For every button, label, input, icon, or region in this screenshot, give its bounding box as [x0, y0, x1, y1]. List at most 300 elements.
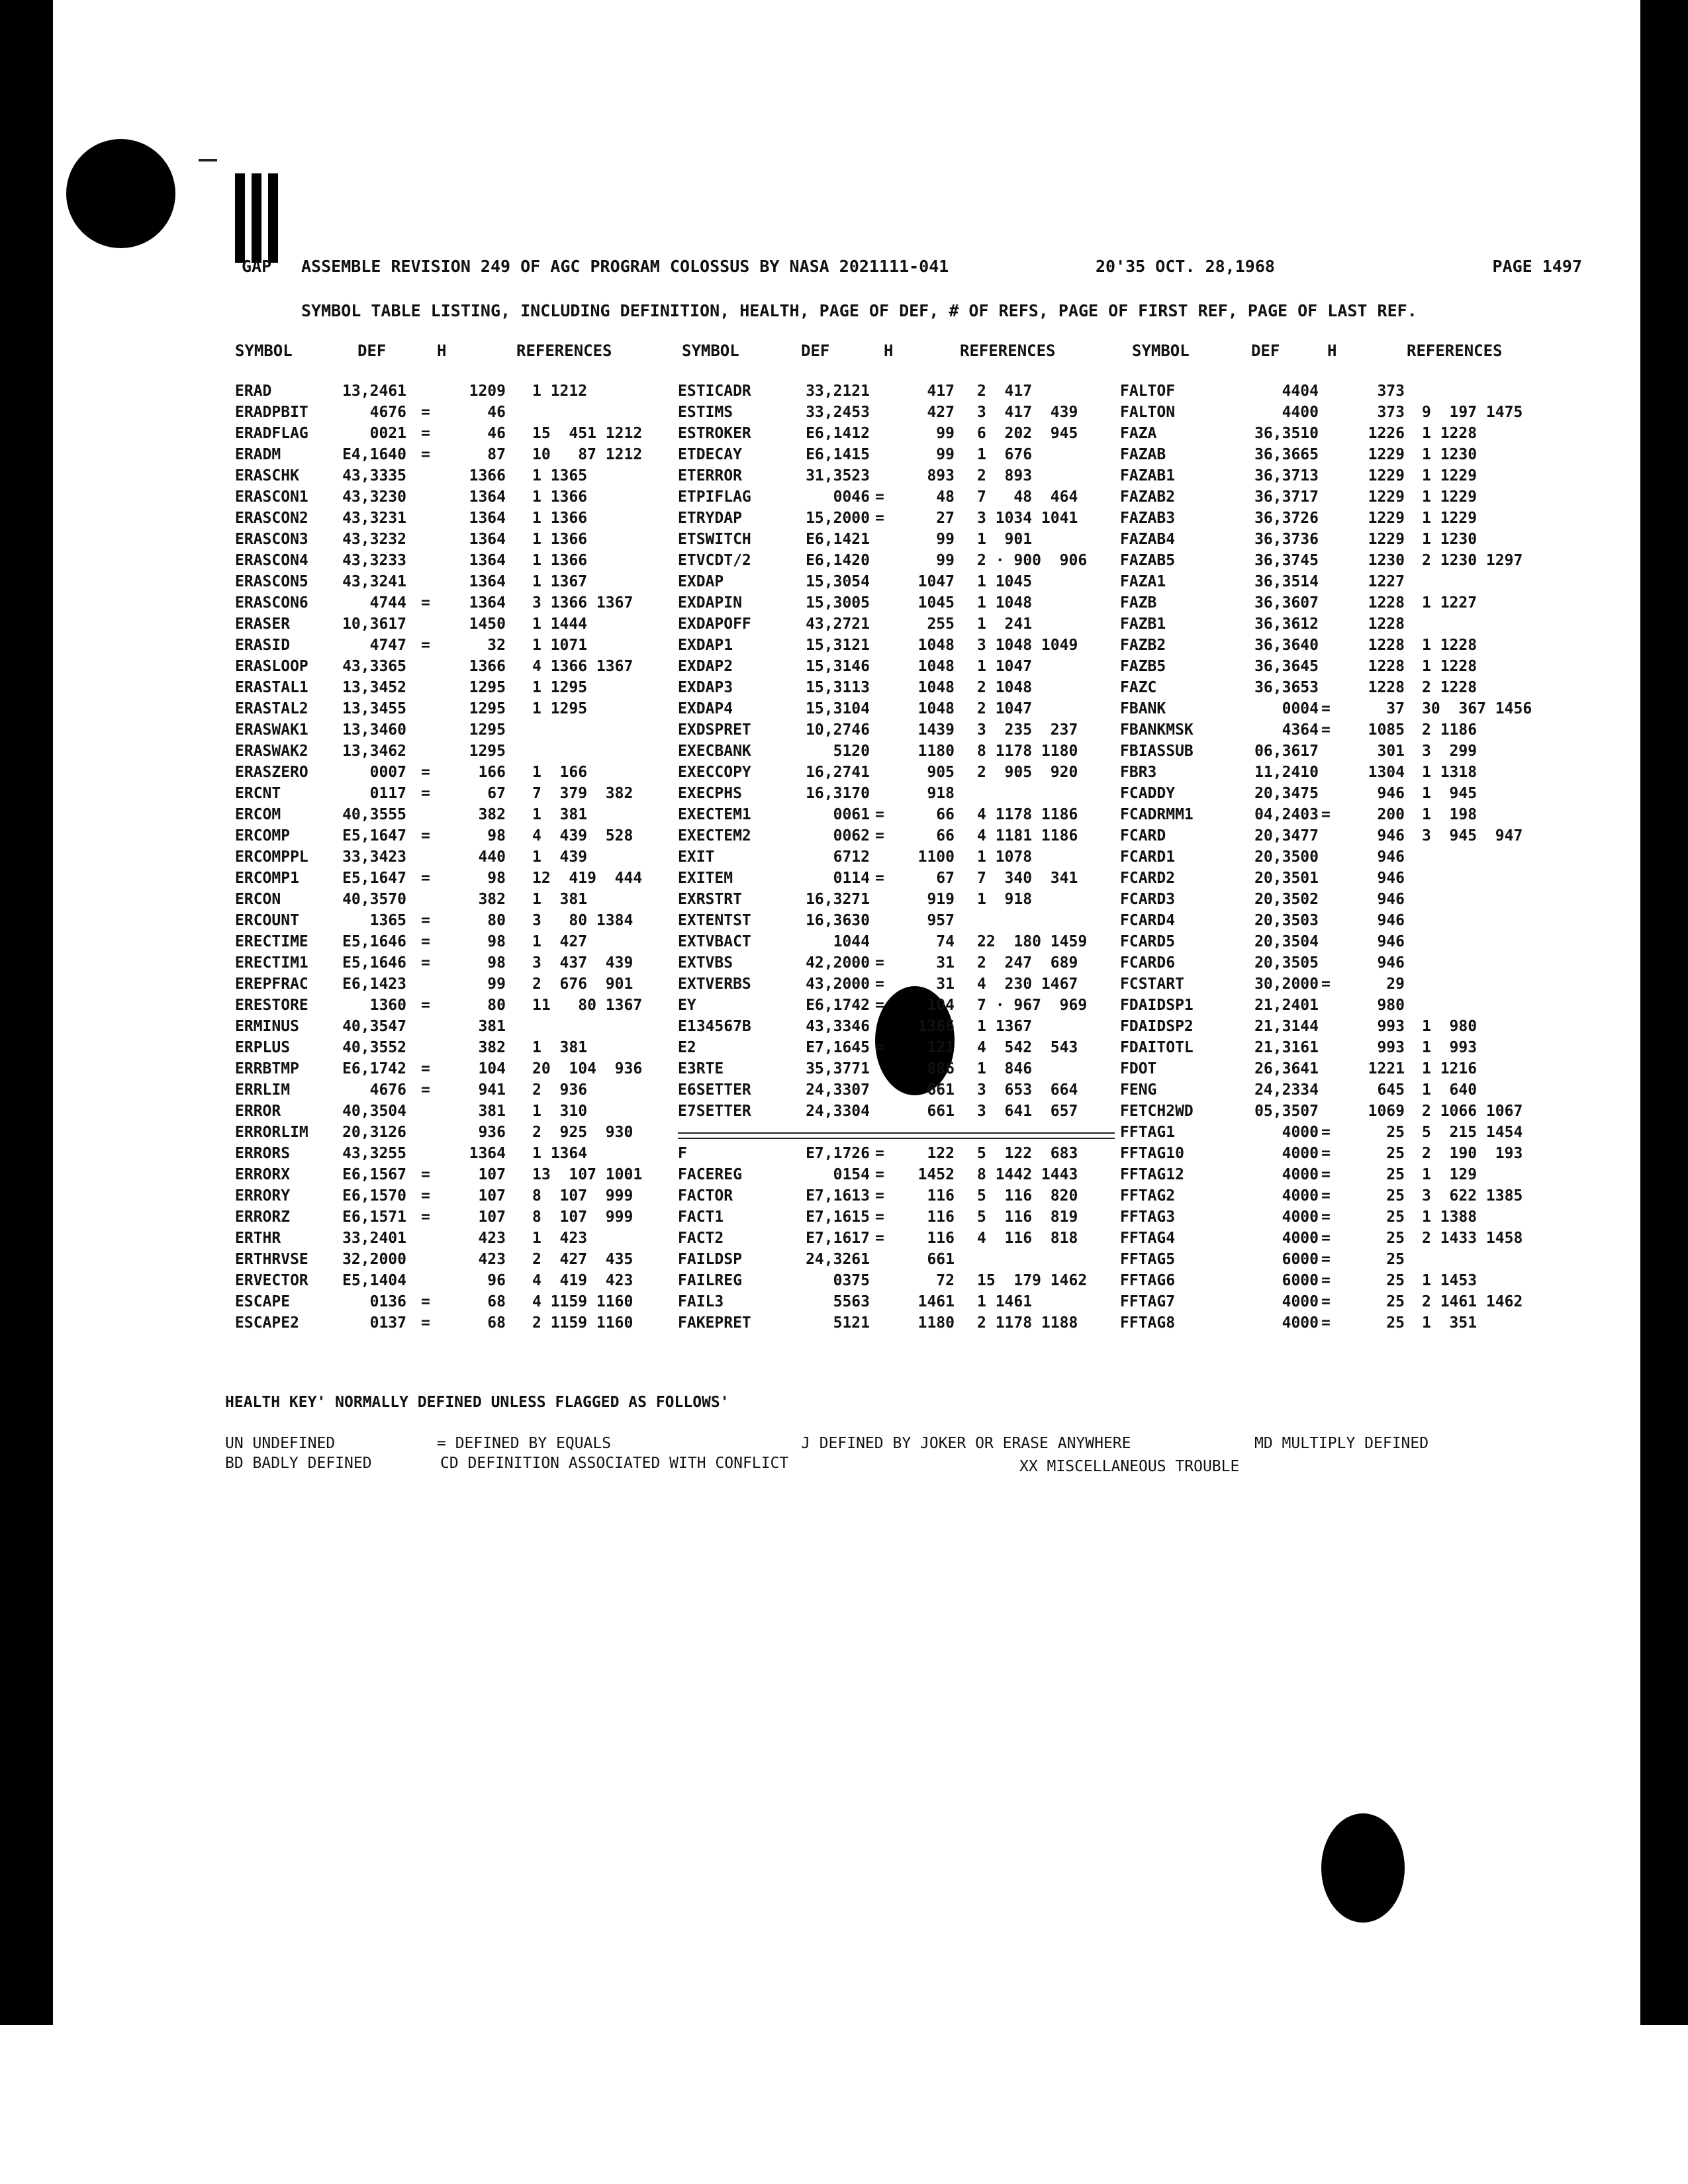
cell-references: 1 901 [977, 531, 1033, 548]
health-page: 1229 [1368, 467, 1405, 484]
cell-references: 3 1034 1041 [977, 510, 1078, 527]
cell-symbol: EXDAP3 [678, 679, 733, 696]
health-page: 68 [487, 1293, 506, 1310]
cell-symbol: EXDSPRET [678, 721, 751, 739]
cell-def: 33,3423 [342, 848, 406, 866]
table-row [0, 764, 1688, 785]
health-page: 440 [478, 848, 506, 866]
cell-references: 10 87 1212 [532, 446, 643, 463]
health-flag: = [421, 594, 430, 612]
health-page: 946 [1377, 785, 1405, 802]
cell-def: 6000 [1282, 1272, 1319, 1289]
cell-symbol: EXITEM [678, 870, 733, 887]
health-page: 116 [927, 1187, 955, 1205]
cell-references: 1 427 [532, 933, 588, 950]
health-flag: = [421, 912, 430, 929]
cell-def: 15,3121 [806, 637, 870, 654]
health-page: 48 [936, 488, 955, 506]
health-page: 1229 [1368, 446, 1405, 463]
cell-def: 20,3500 [1254, 848, 1319, 866]
cell-def: E6,1415 [806, 446, 870, 463]
cell-references: 13 107 1001 [532, 1166, 643, 1183]
cell-def: 20,3475 [1254, 785, 1319, 802]
table-row [0, 743, 1688, 764]
cell-references: 15 451 1212 [532, 425, 643, 442]
cell-def: 15,3146 [806, 658, 870, 675]
health-flag: = [875, 510, 884, 527]
cell-def: 43,3232 [342, 531, 406, 548]
health-page: 1461 [917, 1293, 955, 1310]
cell-symbol: FCARD3 [1120, 891, 1176, 908]
health-page: 37 [1386, 700, 1405, 717]
health-page: 1229 [1368, 531, 1405, 548]
cell-symbol: FACT1 [678, 1208, 724, 1226]
health-page: 80 [487, 997, 506, 1014]
cell-references: 2 1178 1188 [977, 1314, 1078, 1332]
health-page: 946 [1377, 912, 1405, 929]
cell-def: 5120 [833, 743, 870, 760]
cell-def: 24,2334 [1254, 1081, 1319, 1099]
cell-symbol: FCARD1 [1120, 848, 1176, 866]
health-page: 1180 [917, 1314, 955, 1332]
health-page: 301 [1377, 743, 1405, 760]
health-page: 993 [1377, 1018, 1405, 1035]
cell-symbol: ESTICADR [678, 383, 751, 400]
timestamp: 20'35 OCT. 28,1968 [1096, 257, 1275, 276]
health-page: 25 [1386, 1208, 1405, 1226]
cell-references: 1 918 [977, 891, 1033, 908]
health-page: 1048 [917, 658, 955, 675]
cell-references: 2 427 435 [532, 1251, 633, 1268]
cell-references: 3 437 439 [532, 954, 633, 972]
health-flag: = [421, 785, 430, 802]
cell-references: 2 1066 1067 [1422, 1103, 1523, 1120]
health-page: 1366 [469, 658, 506, 675]
cell-def: E6,1742 [806, 997, 870, 1014]
health-page: 1229 [1368, 488, 1405, 506]
cell-symbol: FDAIDSP2 [1120, 1018, 1194, 1035]
health-flag: = [421, 404, 430, 421]
cell-def: 15,3113 [806, 679, 870, 696]
cell-references: 1 166 [532, 764, 588, 781]
table-row [0, 1272, 1688, 1293]
cell-symbol: FFTAG1 [1120, 1124, 1176, 1141]
table-row [0, 615, 1688, 637]
cell-def: 36,3665 [1254, 446, 1319, 463]
health-page: 107 [478, 1187, 506, 1205]
cell-def: 40,3555 [342, 806, 406, 823]
cell-def: 42,2000 [806, 954, 870, 972]
table-row [0, 848, 1688, 870]
cell-references: 2 · 900 906 [977, 552, 1088, 569]
health-page: 96 [487, 1272, 506, 1289]
health-page: 32 [487, 637, 506, 654]
cell-symbol: ERASCON2 [235, 510, 308, 527]
cell-symbol: EXRSTRT [678, 891, 742, 908]
health-flag: = [875, 870, 884, 887]
table-row [0, 510, 1688, 531]
cell-def: 40,3552 [342, 1039, 406, 1056]
cell-symbol: EXECTEM1 [678, 806, 751, 823]
cell-def: 6000 [1282, 1251, 1319, 1268]
cell-references: 2 1048 [977, 679, 1033, 696]
cell-def: 43,2721 [806, 615, 870, 633]
health-page: 98 [487, 827, 506, 844]
cell-symbol: EXTVBS [678, 954, 733, 972]
cell-def: 0007 [369, 764, 406, 781]
health-page: 423 [478, 1251, 506, 1268]
health-page: 98 [487, 954, 506, 972]
col-refs-3: REFERENCES [1407, 341, 1503, 360]
cell-symbol: ERESTORE [235, 997, 308, 1014]
health-flag: = [875, 1187, 884, 1205]
cell-references: 1 1229 [1422, 488, 1477, 506]
health-page: 1295 [469, 743, 506, 760]
cell-def: E6,1412 [806, 425, 870, 442]
cell-symbol: ERTHR [235, 1230, 281, 1247]
table-row [0, 679, 1688, 700]
health-flag: = [875, 1145, 884, 1162]
cell-references: 1 1388 [1422, 1208, 1477, 1226]
cell-symbol: FFTAG7 [1120, 1293, 1176, 1310]
cell-symbol: ERCOUNT [235, 912, 299, 929]
health-flag: = [875, 1166, 884, 1183]
cell-symbol: E134567B [678, 1018, 751, 1035]
cell-def: 36,3653 [1254, 679, 1319, 696]
cell-references: 3 1048 1049 [977, 637, 1078, 654]
cell-references: 1 1453 [1422, 1272, 1477, 1289]
table-row [0, 637, 1688, 658]
health-page: 29 [1386, 976, 1405, 993]
cell-def: 43,3231 [342, 510, 406, 527]
health-page: 1452 [917, 1166, 955, 1183]
health-page: 1295 [469, 700, 506, 717]
cell-symbol: F [678, 1145, 687, 1162]
table-row [0, 933, 1688, 954]
cell-references: 2 905 920 [977, 764, 1078, 781]
health-page: 116 [927, 1208, 955, 1226]
health-page: 661 [927, 1081, 955, 1099]
cell-def: E6,1570 [342, 1187, 406, 1205]
health-page: 25 [1386, 1230, 1405, 1247]
health-page: 27 [936, 510, 955, 527]
cell-symbol: FCARD5 [1120, 933, 1176, 950]
cell-symbol: ERROR [235, 1103, 281, 1120]
cell-def: 16,3630 [806, 912, 870, 929]
table-row [0, 552, 1688, 573]
cell-symbol: FAIL3 [678, 1293, 724, 1310]
health-flag: = [1321, 1293, 1331, 1310]
cell-symbol: ERASLOOP [235, 658, 308, 675]
health-flag: = [421, 827, 430, 844]
cell-def: 16,3271 [806, 891, 870, 908]
cell-def: 20,3503 [1254, 912, 1319, 929]
health-page: 68 [487, 1314, 506, 1332]
cell-def: 4364 [1282, 721, 1319, 739]
cell-symbol: EXTVERBS [678, 976, 751, 993]
cell-def: 36,3510 [1254, 425, 1319, 442]
health-page: 67 [936, 870, 955, 887]
table-row [0, 806, 1688, 827]
health-page: 946 [1377, 870, 1405, 887]
cell-symbol: FACT2 [678, 1230, 724, 1247]
health-flag: = [421, 764, 430, 781]
cell-def: 15,2000 [806, 510, 870, 527]
cell-symbol: ERRORX [235, 1166, 291, 1183]
cell-references: 1 1366 [532, 510, 588, 527]
cell-references: 7 48 464 [977, 488, 1078, 506]
cell-symbol: FBANK [1120, 700, 1166, 717]
cell-symbol: ERASTAL1 [235, 679, 308, 696]
cell-references: 15 179 1462 [977, 1272, 1088, 1289]
cell-references: 1 1230 [1422, 446, 1477, 463]
col-h-2: H [884, 341, 894, 360]
table-row [0, 954, 1688, 976]
cell-symbol: FBIASSUB [1120, 743, 1194, 760]
cell-symbol: ETERROR [678, 467, 742, 484]
symbol-table [0, 383, 1688, 1336]
health-flag: = [875, 1230, 884, 1247]
cell-def: 20,3505 [1254, 954, 1319, 972]
cell-references: 1 1229 [1422, 510, 1477, 527]
cell-def: 10,2746 [806, 721, 870, 739]
cell-references: 5 116 820 [977, 1187, 1078, 1205]
table-row [0, 594, 1688, 615]
cell-references: 1 1227 [1422, 594, 1477, 612]
cell-references: 3 945 947 [1422, 827, 1523, 844]
cell-symbol: ERASCON4 [235, 552, 308, 569]
cell-references: 2 1228 [1422, 679, 1477, 696]
cell-def: E6,1567 [342, 1166, 406, 1183]
cell-references: 2 1230 1297 [1422, 552, 1523, 569]
cell-references: 4 542 543 [977, 1039, 1078, 1056]
health-page: 661 [927, 1103, 955, 1120]
health-page: 946 [1377, 848, 1405, 866]
cell-def: 4000 [1282, 1230, 1319, 1247]
health-key-bd: BD BADLY DEFINED [225, 1455, 372, 1472]
health-page: 1085 [1368, 721, 1405, 739]
cell-symbol: ERADFLAG [235, 425, 308, 442]
health-key-eq: = DEFINED BY EQUALS [437, 1435, 612, 1452]
cell-references: 1 351 [1422, 1314, 1477, 1332]
health-page: 1228 [1368, 637, 1405, 654]
cell-def: 1365 [369, 912, 406, 929]
cell-def: 4676 [369, 404, 406, 421]
health-page: 25 [1386, 1251, 1405, 1268]
health-flag: = [1321, 1208, 1331, 1226]
cell-symbol: FAZB2 [1120, 637, 1166, 654]
cell-def: 40,3504 [342, 1103, 406, 1120]
health-page: 80 [487, 912, 506, 929]
cell-def: 5121 [833, 1314, 870, 1332]
table-row [0, 488, 1688, 510]
cell-symbol: FAILDSP [678, 1251, 742, 1268]
cell-def: 20,3502 [1254, 891, 1319, 908]
cell-symbol: ERASID [235, 637, 291, 654]
health-page: 1048 [917, 700, 955, 717]
cell-symbol: FFTAG4 [1120, 1230, 1176, 1247]
health-page: 423 [478, 1230, 506, 1247]
cell-def: 10,3617 [342, 615, 406, 633]
cell-symbol: ETSWITCH [678, 531, 751, 548]
cell-references: 1 1318 [1422, 764, 1477, 781]
cell-symbol: E2 [678, 1039, 696, 1056]
cell-def: 24,3307 [806, 1081, 870, 1099]
cell-def: 13,3462 [342, 743, 406, 760]
cell-symbol: E3RTE [678, 1060, 724, 1077]
cell-def: 05,3507 [1254, 1103, 1319, 1120]
table-row [0, 467, 1688, 488]
assemble-line: ASSEMBLE REVISION 249 OF AGC PROGRAM COLOSSUS BY NASA 2021111-041 [301, 257, 949, 276]
cell-references: 2 925 930 [532, 1124, 633, 1141]
cell-def: E7,1617 [806, 1230, 870, 1247]
cell-symbol: ERCOMP1 [235, 870, 299, 887]
health-page: 1048 [917, 679, 955, 696]
cell-def: E7,1613 [806, 1187, 870, 1205]
table-row [0, 1166, 1688, 1187]
cell-references: 1 1229 [1422, 467, 1477, 484]
cell-def: E5,1647 [342, 870, 406, 887]
cell-references: 4 1181 1186 [977, 827, 1078, 844]
cell-references: 9 197 1475 [1422, 404, 1523, 421]
health-page: 104 [478, 1060, 506, 1077]
table-row [0, 700, 1688, 721]
cell-def: 43,3346 [806, 1018, 870, 1035]
health-page: 905 [927, 764, 955, 781]
cell-def: 4000 [1282, 1293, 1319, 1310]
health-page: 87 [487, 446, 506, 463]
health-page: 1364 [469, 510, 506, 527]
cell-symbol: ERADPBIT [235, 404, 308, 421]
health-page: 980 [1377, 997, 1405, 1014]
cell-def: 0004 [1282, 700, 1319, 717]
cell-references: 1 1367 [977, 1018, 1033, 1035]
health-flag: = [421, 997, 430, 1014]
cell-symbol: EXTVBACT [678, 933, 751, 950]
col-symbol-2: SYMBOL [682, 341, 739, 360]
health-flag: = [421, 1060, 430, 1077]
cell-def: 11,2410 [1254, 764, 1319, 781]
health-page: 1045 [917, 594, 955, 612]
health-page: 99 [936, 446, 955, 463]
health-page: 381 [478, 1103, 506, 1120]
health-page: 74 [936, 933, 955, 950]
cell-symbol: ERASCON3 [235, 531, 308, 548]
health-page: 661 [927, 1251, 955, 1268]
health-key-xx: XX MISCELLANEOUS TROUBLE [1019, 1458, 1240, 1475]
cell-symbol: ETVCDT/2 [678, 552, 751, 569]
cell-symbol: FCARD4 [1120, 912, 1176, 929]
cell-symbol: FACTOR [678, 1187, 733, 1205]
cell-symbol: FCARD6 [1120, 954, 1176, 972]
cell-symbol: ESCAPE [235, 1293, 291, 1310]
cell-references: 7 · 967 969 [977, 997, 1088, 1014]
cell-def: 20,3477 [1254, 827, 1319, 844]
table-row [0, 912, 1688, 933]
cell-symbol: FDOT [1120, 1060, 1157, 1077]
cell-symbol: EXTENTST [678, 912, 751, 929]
cell-symbol: ERCOM [235, 806, 281, 823]
table-row [0, 827, 1688, 848]
table-row [0, 531, 1688, 552]
health-flag: = [875, 488, 884, 506]
health-page: 72 [936, 1272, 955, 1289]
cell-def: 5563 [833, 1293, 870, 1310]
cell-symbol: FAZAB5 [1120, 552, 1176, 569]
health-page: 116 [927, 1230, 955, 1247]
cell-def: 0021 [369, 425, 406, 442]
page-number: PAGE 1497 [1492, 257, 1582, 276]
table-row [0, 1060, 1688, 1081]
cell-symbol: ERMINUS [235, 1018, 299, 1035]
cell-references: 3 235 237 [977, 721, 1078, 739]
cell-symbol: EXDAP2 [678, 658, 733, 675]
cell-def: 13,2461 [342, 383, 406, 400]
health-flag: = [1321, 1230, 1331, 1247]
punch-hole-top [66, 139, 175, 248]
cell-def: 24,3304 [806, 1103, 870, 1120]
health-page: 1226 [1368, 425, 1405, 442]
health-page: 1228 [1368, 594, 1405, 612]
cell-references: 1 1295 [532, 700, 588, 717]
cell-symbol: EXDAP4 [678, 700, 733, 717]
health-flag: = [421, 1166, 430, 1183]
cell-references: 1 241 [977, 615, 1033, 633]
cell-references: 1 129 [1422, 1166, 1477, 1183]
cell-symbol: EXIT [678, 848, 715, 866]
cell-references: 1 381 [532, 806, 588, 823]
cell-def: 33,2401 [342, 1230, 406, 1247]
cell-symbol: FALTOF [1120, 383, 1176, 400]
cell-references: 1 1048 [977, 594, 1033, 612]
cell-def: E6,1420 [806, 552, 870, 569]
printer-bars [235, 173, 295, 266]
cell-def: 06,3617 [1254, 743, 1319, 760]
health-flag: = [421, 446, 430, 463]
health-page: 886 [927, 1060, 955, 1077]
health-page: 417 [927, 383, 955, 400]
cell-symbol: E6SETTER [678, 1081, 751, 1099]
health-page: 31 [936, 976, 955, 993]
cell-references: 1 1295 [532, 679, 588, 696]
health-page: 67 [487, 785, 506, 802]
health-page: 25 [1386, 1272, 1405, 1289]
cell-def: 0046 [833, 488, 870, 506]
health-page: 66 [936, 806, 955, 823]
health-page: 1366 [469, 467, 506, 484]
health-flag: = [1321, 806, 1331, 823]
cell-def: 0062 [833, 827, 870, 844]
cell-def: E6,1742 [342, 1060, 406, 1077]
cell-symbol: ERASZERO [235, 764, 308, 781]
health-flag: = [1321, 1251, 1331, 1268]
cell-def: 43,3255 [342, 1145, 406, 1162]
table-row [0, 1208, 1688, 1230]
cell-symbol: FDAITOTL [1120, 1039, 1194, 1056]
cell-references: 1 198 [1422, 806, 1477, 823]
cell-def: E7,1615 [806, 1208, 870, 1226]
cell-references: 2 676 901 [532, 976, 633, 993]
table-row [0, 1018, 1688, 1039]
cell-def: E7,1645 [806, 1039, 870, 1056]
listing-subtitle: SYMBOL TABLE LISTING, INCLUDING DEFINITION, HEALTH, PAGE OF DEF, # OF REFS, PAGE OF FIRST REF, PAGE OF LAST REF. [301, 301, 1417, 320]
cell-def: 24,3261 [806, 1251, 870, 1268]
cell-symbol: FFTAG3 [1120, 1208, 1176, 1226]
health-key-un: UN UNDEFINED [225, 1435, 336, 1452]
cell-def: 4404 [1282, 383, 1319, 400]
health-page: 122 [927, 1145, 955, 1162]
cell-symbol: FAZB5 [1120, 658, 1166, 675]
